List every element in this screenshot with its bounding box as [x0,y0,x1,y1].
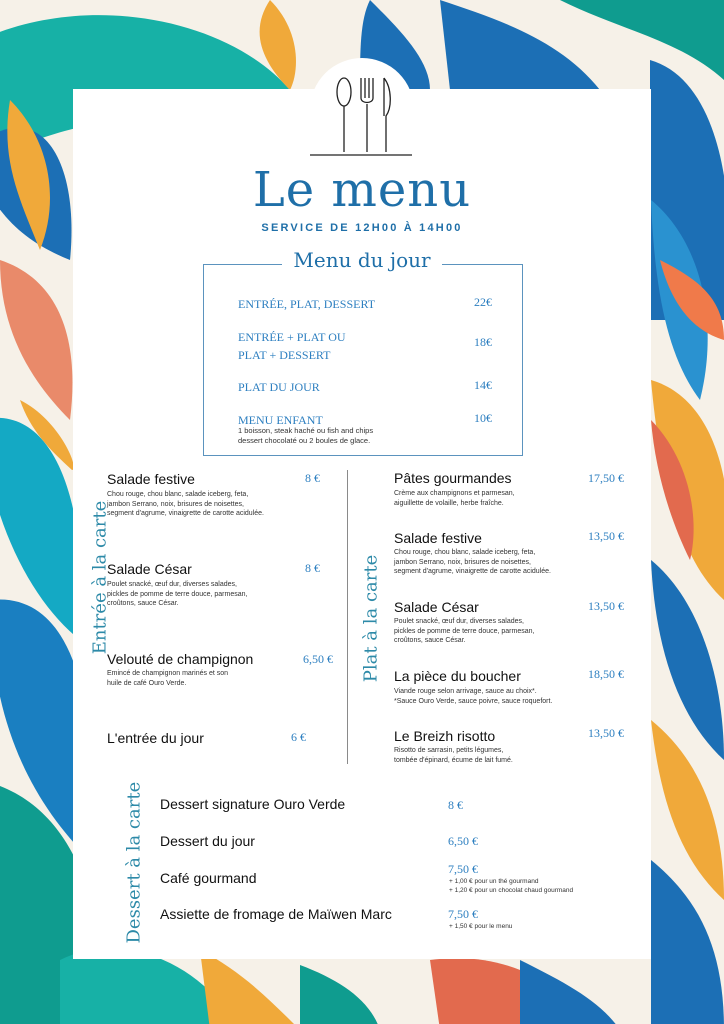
menu-du-jour-price: 14€ [474,378,492,392]
dessert-name: Dessert du jour [160,833,255,849]
plat-section-label: Plat à la carte [360,554,382,683]
entree-dish-name: L'entrée du jour [107,730,204,746]
plat-dish-price: 17,50 € [588,471,624,485]
dessert-note [449,922,512,931]
note-line: + 1,00 € pour un thé gourmand [449,878,539,885]
description-line: Emincé de champignon marinés et son [107,670,229,677]
dessert-price: 6,50 € [448,834,478,848]
menu-du-jour-price: 18€ [474,335,492,349]
entree-dish-price: 6,50 € [303,652,333,666]
dessert-name: Dessert signature Ouro Verde [160,796,346,812]
plat-dish-description [394,617,534,646]
plat-dish-name: Salade César [394,599,479,615]
menu-du-jour-item: ENTRÉE + PLAT OU [238,330,346,344]
description-line: Chou rouge, chou blanc, salade iceberg, feta, [107,491,249,498]
menu-card [73,89,651,959]
dessert-name: Assiette de fromage de Maïwen Marc [160,906,392,922]
entree-dish-description [107,669,228,688]
plat-dish-name: Salade festive [394,530,482,546]
plat-dish-description [394,746,513,765]
entree-dish-price: 8 € [305,471,320,485]
description-line: dessert chocolaté ou 2 boules de glace. [238,436,371,445]
dessert-price: 7,50 € [448,907,478,921]
description-line: croûtons, sauce César. [394,637,466,644]
description-line: Poulet snacké, œuf dur, diverses salades, [107,581,237,588]
page-title: Le menu [252,162,472,218]
description-line: Crème aux champignons et parmesan, [394,490,515,497]
plat-dish-description [394,687,552,706]
description-line: Chou rouge, chou blanc, salade iceberg, feta, [394,549,536,556]
plat-dish-price: 13,50 € [588,529,624,543]
description-line: Poulet snacké, œuf dur, diverses salades, [394,618,524,625]
entree-section-label: Entrée à la carte [89,500,111,655]
plat-dish-name: Pâtes gourmandes [394,470,512,486]
menu-du-jour-item: MENU ENFANT [238,413,323,427]
description-line: aiguillette de volaille, herbe fraîche. [394,499,504,507]
entree-dish-description [107,490,264,519]
description-line: pickles de pomme de terre douce, parmesan, [394,627,535,635]
entree-dish-name: Velouté de champignon [107,651,254,667]
description-line: Risotto de sarrasin, petits légumes, [394,747,504,754]
menu-du-jour-title: Menu du jour [282,248,442,272]
plat-dish-name: Le Breizh risotto [394,728,496,744]
description-line: segment d'agrume, vinaigrette de carotte acidulée. [394,568,551,575]
plat-dish-description [394,489,515,508]
description-line: Viande rouge selon arrivage, sauce au choix*. [394,688,537,695]
plat-dish-description [394,548,551,577]
dessert-note [449,877,573,895]
description-line: jambon Serrano, noix, brisures de noisettes, [394,558,531,566]
entree-dish-description [107,580,247,609]
dessert-section-label: Dessert à la carte [123,781,145,944]
plat-dish-price: 13,50 € [588,726,624,740]
menu-du-jour-item-line2: PLAT + DESSERT [238,348,331,362]
dessert-price: 7,50 € [448,862,478,876]
column-divider [347,470,348,764]
note-line: + 1,50 € pour le menu [449,923,513,930]
plat-dish-name: La pièce du boucher [394,668,521,684]
dessert-name: Café gourmand [160,870,257,886]
service-hours: SERVICE DE 12H00 À 14H00 [261,222,463,234]
cutlery-icon [306,74,416,158]
plat-dish-price: 18,50 € [588,667,624,681]
description-line: huile de café Ouro Verde. [107,679,187,687]
entree-dish-price: 6 € [291,730,306,744]
menu-du-jour-item: ENTRÉE, PLAT, DESSERT [238,297,376,311]
plat-dish-price: 13,50 € [588,599,624,613]
description-line: segment d'agrume, vinaigrette de carotte acidulée. [107,510,264,517]
entree-dish-name: Salade festive [107,471,195,487]
note-line: + 1,20 € pour un chocolat chaud gourmand [449,887,574,894]
description-line: tombée d'épinard, écume de lait fumé. [394,756,513,764]
menu-du-jour-price: 22€ [474,295,492,309]
description-line: *Sauce Ouro Verde, sauce poivre, sauce roquefort. [394,697,553,705]
description-line: 1 boisson, steak haché ou fish and chips [238,426,374,435]
description-line: jambon Serrano, noix, brisures de noisettes, [107,500,244,508]
entree-dish-price: 8 € [305,561,320,575]
entree-dish-name: Salade César [107,561,192,577]
description-line: croûtons, sauce César. [107,600,179,607]
menu-du-jour-price: 10€ [474,411,492,425]
dessert-price: 8 € [448,798,463,812]
description-line: pickles de pomme de terre douce, parmesan, [107,590,248,598]
menu-enfant-description [238,426,418,446]
menu-du-jour-item: PLAT DU JOUR [238,380,320,394]
